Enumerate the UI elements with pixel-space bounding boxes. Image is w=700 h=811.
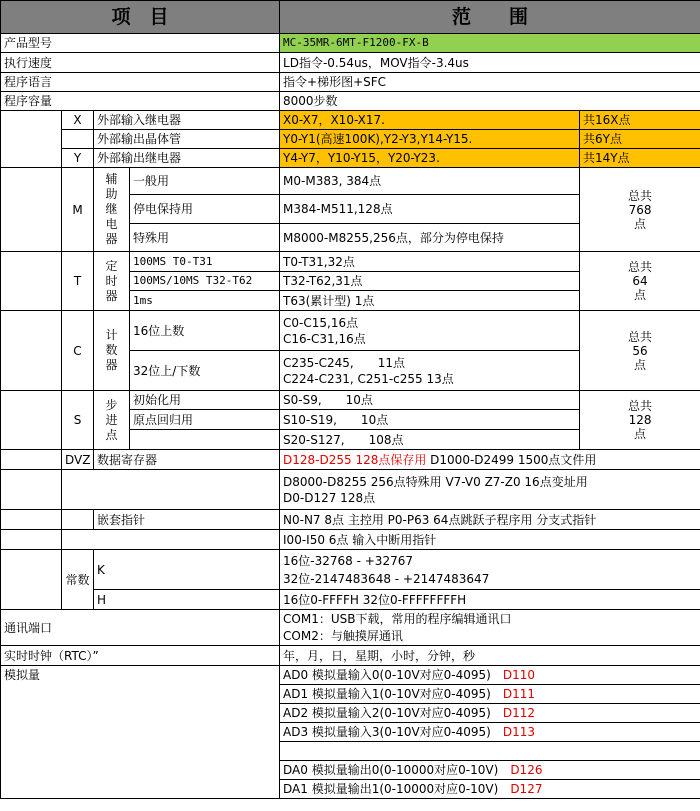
m-blank-cell: [1, 168, 62, 252]
c-row-label: 32位上/下数: [130, 351, 280, 391]
dvz-code: DVZ: [62, 450, 94, 470]
const-blank-cell: [1, 550, 62, 610]
m-row-range: M0-M383, 384点: [280, 168, 580, 195]
c-row-range-line: C0-C15,16点: [283, 315, 359, 330]
m-row-label: 一般用: [130, 168, 280, 195]
analog-output-text: DA1 模拟量输出1(0-10000对应0-10V): [283, 782, 499, 796]
prog-lang-value: 指令+梯形图+SFC: [280, 73, 700, 92]
pointer-blank-cell: [62, 510, 94, 530]
t-row-label: 1ms: [130, 291, 280, 311]
prog-capacity-value: 8000步数: [280, 92, 700, 111]
analog-input-reg: D113: [502, 725, 536, 739]
exec-speed-label: 执行速度: [1, 53, 280, 73]
dvz-range-line: D0-D127 128点: [283, 490, 376, 505]
m-row-range: M8000-M8255,256点，部分为停电保持: [280, 224, 580, 252]
analog-blank-row: [280, 742, 700, 761]
c-row-range: [280, 351, 580, 391]
pointer-blank-cell: [1, 510, 62, 530]
c-row-label: 16位上数: [130, 311, 280, 351]
comm-value: [280, 610, 700, 646]
const-k-range: [280, 550, 700, 590]
m-group: 辅助继电器: [94, 168, 130, 252]
analog-input-row: [280, 685, 700, 704]
io-blank-cell: [1, 111, 62, 168]
x-label: 外部输入继电器: [94, 111, 280, 130]
const-k-label: K: [94, 550, 280, 590]
analog-input-text: AD3 模拟量输入3(0-10V对应0-4095): [283, 725, 491, 739]
c-total: 总共56点: [580, 311, 700, 391]
s-code: S: [62, 391, 94, 450]
analog-input-row: [280, 704, 700, 723]
s-row-range: S20-S127, 108点: [280, 430, 580, 450]
transistor-code: [62, 130, 94, 149]
rtc-label: 实时时钟（RTC）”: [1, 646, 280, 666]
s-blank-cell: [1, 391, 62, 450]
analog-output-row: [280, 761, 700, 780]
dvz-blank-cell: [62, 470, 280, 510]
const-k-line: 16位-32768 - +32767: [283, 553, 413, 568]
analog-input-reg: D112: [502, 706, 536, 720]
analog-output-reg: D126: [510, 763, 543, 777]
x-code: X: [62, 111, 94, 130]
dvz-range: [280, 450, 700, 470]
pointer-blank-cell: [62, 530, 280, 550]
transistor-label: 外部输出晶体管: [94, 130, 280, 149]
rtc-value: 年，月，日，星期，小时，分钟，秒: [280, 646, 700, 666]
product-model-label: 产品型号: [1, 34, 280, 53]
product-model-value: MC-35MR-6MT-F1200-FX-B: [280, 34, 700, 53]
s-row-label: 初始化用: [130, 391, 280, 410]
s-row-label: [130, 430, 280, 450]
t-total: 总共64点: [580, 252, 700, 311]
const-label: 常数: [62, 550, 94, 610]
t-row-label: 100MS/10MS T32-T62: [130, 272, 280, 291]
dvz-range-file: D1000-D2499 1500点文件用: [426, 452, 597, 467]
analog-input-reg: D110: [502, 668, 536, 682]
t-row-range: T0-T31,32点: [280, 252, 580, 272]
x-range: X0-X7，X10-X17.: [280, 111, 580, 130]
analog-output-reg: D127: [510, 782, 543, 796]
const-k-line: 32位-2147483648 - +2147483647: [283, 571, 490, 586]
dvz-label: 数据寄存器: [94, 450, 280, 470]
t-row-range: T63(累计型) 1点: [280, 291, 580, 311]
transistor-range: Y0-Y1(高速100K),Y2-Y3,Y14-Y15.: [280, 130, 580, 149]
exec-speed-value: LD指令-0.54us，MOV指令-3.4us: [280, 53, 700, 73]
c-group: 计数器: [94, 311, 130, 391]
t-row-label: 100MS T0-T31: [130, 252, 280, 272]
s-row-label: 原点回归用: [130, 410, 280, 430]
const-h-label: H: [94, 590, 280, 610]
header-range: 范 围: [280, 1, 700, 34]
s-row-range: S10-S19, 10点: [280, 410, 580, 430]
comm-label: 通讯端口: [1, 610, 280, 646]
prog-lang-label: 程序语言: [1, 73, 280, 92]
m-row-label: 特殊用: [130, 224, 280, 252]
c-row-range-line: C16-C31,16点: [283, 331, 366, 346]
t-group: 定时器: [94, 252, 130, 311]
prog-capacity-label: 程序容量: [1, 92, 280, 111]
s-group: 步进点: [94, 391, 130, 450]
comm-line: COM2：与触摸屏通讯: [283, 628, 403, 643]
m-row-range: M384-M511,128点: [280, 195, 580, 224]
transistor-total: 共6Y点: [580, 130, 700, 149]
y-label: 外部输出继电器: [94, 149, 280, 168]
s-total: 总共128点: [580, 391, 700, 450]
pointer-line: I00-I50 6点 输入中断用指针: [280, 530, 700, 550]
analog-output-text: DA0 模拟量输出0(0-10000对应0-10V): [283, 763, 499, 777]
pointer-label: 嵌套指针: [94, 510, 280, 530]
c-row-range: [280, 311, 580, 351]
t-row-range: T32-T62,31点: [280, 272, 580, 291]
y-range: Y4-Y7，Y10-Y15，Y20-Y23.: [280, 149, 580, 168]
m-total: 总共768点: [580, 168, 700, 252]
y-code: Y: [62, 149, 94, 168]
analog-output-row: [280, 780, 700, 799]
m-row-label: 停电保持用: [130, 195, 280, 224]
dvz-blank-cell: [1, 470, 62, 510]
analog-input-row: [280, 723, 700, 742]
analog-input-text: AD0 模拟量输入0(0-10V对应0-4095): [283, 668, 491, 682]
analog-input-text: AD2 模拟量输入2(0-10V对应0-4095): [283, 706, 491, 720]
t-code: T: [62, 252, 94, 311]
analog-input-reg: D111: [502, 687, 536, 701]
analog-input-row: [280, 666, 700, 685]
c-row-range-line: C235-C245, 11点: [283, 355, 405, 370]
header-item: 项 目: [1, 1, 280, 34]
dvz-range-line: D8000-D8255 256点特殊用 V7-V0 Z7-Z0 16点变址用: [283, 474, 588, 489]
c-blank-cell: [1, 311, 62, 391]
pointer-line: N0-N7 8点 主控用 P0-P63 64点跳跃子程序用 分支式指针: [280, 510, 700, 530]
dvz-blank-cell: [1, 450, 62, 470]
const-h-range: 16位0-FFFFH 32位0-FFFFFFFFH: [280, 590, 700, 610]
pointer-blank-cell: [1, 530, 62, 550]
dvz-range-saved: D128-D255 128点保存用: [283, 452, 427, 467]
s-row-range: S0-S9, 10点: [280, 391, 580, 410]
y-total: 共14Y点: [580, 149, 700, 168]
c-code: C: [62, 311, 94, 391]
x-total: 共16X点: [580, 111, 700, 130]
analog-input-text: AD1 模拟量输入1(0-10V对应0-4095): [283, 687, 491, 701]
comm-line: COM1：USB下载，常用的程序编辑通讯口: [283, 611, 512, 626]
m-code: M: [62, 168, 94, 252]
t-blank-cell: [1, 252, 62, 311]
dvz-range: [280, 470, 700, 510]
c-row-range-line: C224-C231, C251-c255 13点: [283, 371, 454, 386]
analog-label: 模拟量: [1, 666, 280, 799]
